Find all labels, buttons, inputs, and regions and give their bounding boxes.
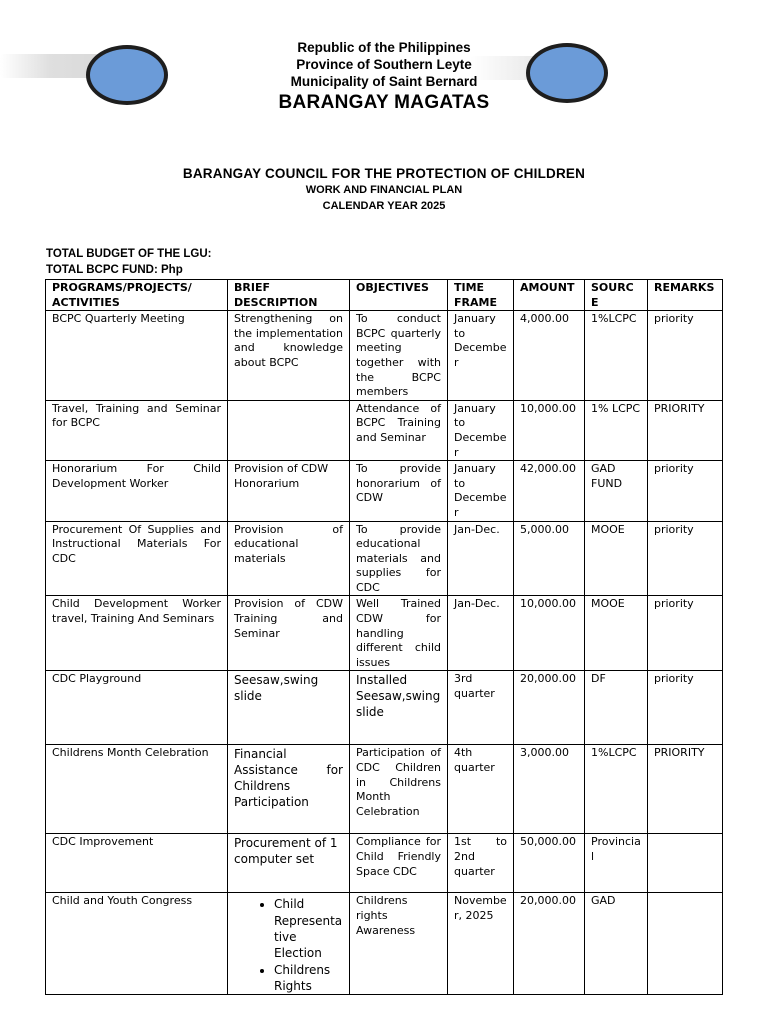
cell-amount: 42,000.00 bbox=[514, 461, 585, 521]
cell-time: November, 2025 bbox=[448, 893, 514, 995]
total-fund-label: TOTAL BCPC FUND: Php bbox=[46, 264, 183, 276]
cell-source: GAD FUND bbox=[585, 461, 648, 521]
cell-program: Travel, Training and Seminar for BCPC bbox=[46, 400, 228, 460]
header-municipality: Municipality of Saint Bernard bbox=[290, 74, 478, 89]
cell-objectives: Participation of CDC Children in Childrens Month Celebration bbox=[350, 745, 448, 834]
cell-brief: Provision of CDW Training and Seminar bbox=[228, 596, 350, 671]
cell-source: 1%LCPC bbox=[585, 745, 648, 834]
cell-brief: Provision of educational materials bbox=[228, 521, 350, 596]
cell-brief: Provision of CDW Honorarium bbox=[228, 461, 350, 521]
cell-brief bbox=[228, 893, 350, 995]
cell-remarks: priority bbox=[648, 311, 723, 401]
cell-objectives: Childrens rights Awareness bbox=[350, 893, 448, 995]
cell-source: MOOE bbox=[585, 521, 648, 596]
cell-source: MOOE bbox=[585, 596, 648, 671]
cell-amount: 50,000.00 bbox=[514, 834, 585, 893]
col-header-objectives: OBJECTIVES bbox=[350, 280, 448, 311]
cell-source: 1%LCPC bbox=[585, 311, 648, 401]
cell-amount: 20,000.00 bbox=[514, 671, 585, 745]
cell-remarks: priority bbox=[648, 596, 723, 671]
cell-brief: Financial Assistance for Childrens Participation bbox=[228, 745, 350, 834]
header-barangay: BARANGAY MAGATAS bbox=[278, 92, 490, 113]
cell-source: 1% LCPC bbox=[585, 400, 648, 460]
cell-amount: 10,000.00 bbox=[514, 400, 585, 460]
work-financial-plan-table bbox=[45, 279, 723, 995]
cell-program: CDC Playground bbox=[46, 671, 228, 745]
brief-bullet-list bbox=[228, 896, 345, 994]
cell-brief: Seesaw,swing slide bbox=[228, 671, 350, 745]
cell-objectives: Attendance of BCPC Training and Seminar bbox=[350, 400, 448, 460]
cell-remarks: priority bbox=[648, 461, 723, 521]
cell-objectives: Installed Seesaw,swing slide bbox=[350, 671, 448, 745]
table-row bbox=[46, 400, 723, 460]
table-header-row bbox=[46, 280, 723, 311]
header-province: Province of Southern Leyte bbox=[296, 57, 472, 72]
cell-remarks: PRIORITY bbox=[648, 400, 723, 460]
table-row bbox=[46, 461, 723, 521]
cell-time: 1st to 2nd quarter bbox=[448, 834, 514, 893]
cell-source: Provincial bbox=[585, 834, 648, 893]
table-row bbox=[46, 745, 723, 834]
cell-objectives: Well Trained CDW for handling different child issues bbox=[350, 596, 448, 671]
cell-amount: 10,000.00 bbox=[514, 596, 585, 671]
cell-amount: 20,000.00 bbox=[514, 893, 585, 995]
table-row bbox=[46, 596, 723, 671]
cell-time: Jan-Dec. bbox=[448, 596, 514, 671]
cell-objectives: To conduct BCPC quarterly meeting together with the BCPC members bbox=[350, 311, 448, 401]
list-item: • Child Representative Election bbox=[274, 896, 345, 961]
cell-program: CDC Improvement bbox=[46, 834, 228, 893]
col-header-source: SOURCE bbox=[585, 280, 648, 311]
cell-objectives: Compliance for Child Friendly Space CDC bbox=[350, 834, 448, 893]
col-header-brief: BRIEF DESCRIPTION bbox=[228, 280, 350, 311]
cell-program: Child and Youth Congress bbox=[46, 893, 228, 995]
total-budget-label: TOTAL BUDGET OF THE LGU: bbox=[46, 248, 212, 260]
document-subtitle: WORK AND FINANCIAL PLAN bbox=[305, 184, 463, 196]
cell-program: BCPC Quarterly Meeting bbox=[46, 311, 228, 401]
table-row bbox=[46, 521, 723, 596]
cell-program: Procurement Of Supplies and Instructional Materials For CDC bbox=[46, 521, 228, 596]
cell-program: Child Development Worker travel, Training And Seminars bbox=[46, 596, 228, 671]
cell-program: Childrens Month Celebration bbox=[46, 745, 228, 834]
cell-time: January to December bbox=[448, 461, 514, 521]
cell-remarks bbox=[648, 834, 723, 893]
cell-source: GAD bbox=[585, 893, 648, 995]
cell-brief: Procurement of 1 computer set bbox=[228, 834, 350, 893]
document-title: BARANGAY COUNCIL FOR THE PROTECTION OF CHILDREN bbox=[182, 166, 586, 181]
cell-objectives: To provide honorarium of CDW bbox=[350, 461, 448, 521]
cell-time: 3rd quarter bbox=[448, 671, 514, 745]
table-row bbox=[46, 311, 723, 401]
cell-brief: Strengthening on the implementation and knowledge about BCPC bbox=[228, 311, 350, 401]
cell-objectives: To provide educational materials and supplies for CDC bbox=[350, 521, 448, 596]
col-header-time: TIME FRAME bbox=[448, 280, 514, 311]
cell-remarks: priority bbox=[648, 521, 723, 596]
cell-time: January to December bbox=[448, 400, 514, 460]
cell-brief bbox=[228, 400, 350, 460]
cell-time: 4th quarter bbox=[448, 745, 514, 834]
table-row bbox=[46, 671, 723, 745]
table-row bbox=[46, 834, 723, 893]
cell-remarks: PRIORITY bbox=[648, 745, 723, 834]
list-item: • Childrens Rights bbox=[274, 962, 345, 995]
cell-time: Jan-Dec. bbox=[448, 521, 514, 596]
cell-remarks bbox=[648, 893, 723, 995]
col-header-remarks: REMARKS bbox=[648, 280, 723, 311]
cell-time: January to December bbox=[448, 311, 514, 401]
col-header-amount: AMOUNT bbox=[514, 280, 585, 311]
header-republic: Republic of the Philippines bbox=[297, 40, 471, 55]
col-header-programs: PROGRAMS/PROJECTS/ ACTIVITIES bbox=[46, 280, 228, 311]
document-year: CALENDAR YEAR 2025 bbox=[322, 200, 446, 212]
cell-source: DF bbox=[585, 671, 648, 745]
table-row bbox=[46, 893, 723, 995]
cell-amount: 4,000.00 bbox=[514, 311, 585, 401]
cell-program: Honorarium For Child Development Worker bbox=[46, 461, 228, 521]
cell-amount: 3,000.00 bbox=[514, 745, 585, 834]
cell-remarks: priority bbox=[648, 671, 723, 745]
cell-amount: 5,000.00 bbox=[514, 521, 585, 596]
